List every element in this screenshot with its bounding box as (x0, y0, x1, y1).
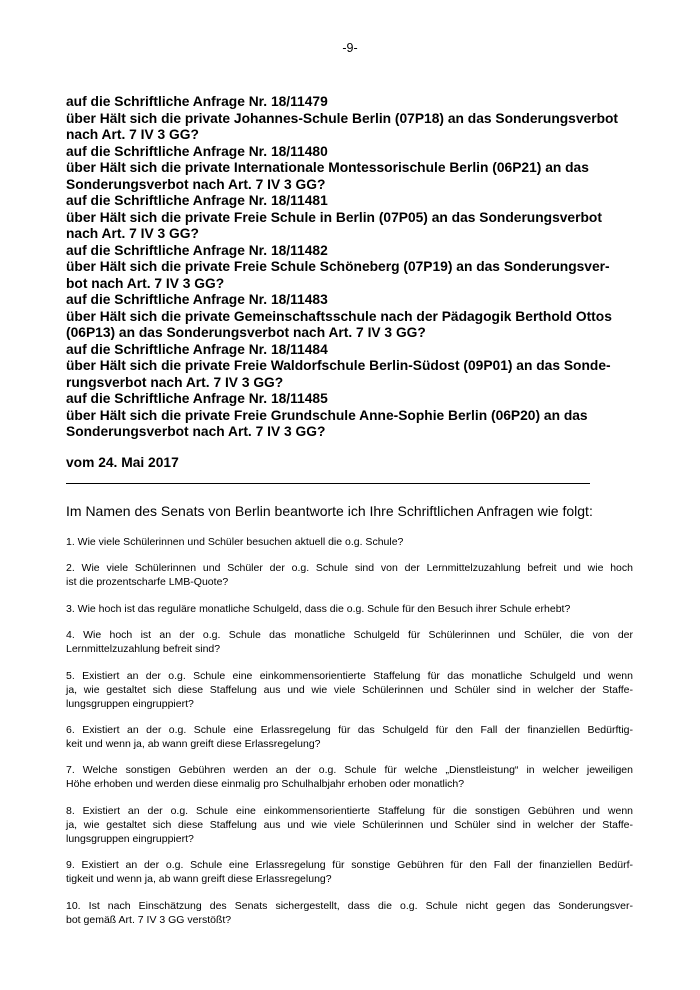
question-line: 5. Existiert an der o.g. Schule eine einkommensorientierte Staffelung für das monatliche Schulgeld und wenn (66, 669, 633, 682)
question-line: bot gemäß Art. 7 IV 3 GG verstößt? (66, 913, 232, 926)
question-line: 1. Wie viele Schülerinnen und Schüler besuchen aktuell die o.g. Schule? (66, 536, 404, 548)
document-date: vom 24. Mai 2017 (66, 455, 179, 470)
question-line: lungsgruppen eingruppiert? (66, 832, 194, 845)
question-line: 8. Existiert an der o.g. Schule eine einkommensorientierte Staffelung für die sonstigen Gebühren und wenn (66, 804, 633, 817)
question-line: Lernmittelzuzahlung befreit sind? (66, 643, 221, 656)
question-line: 3. Wie hoch ist das reguläre monatliche Schulgeld, dass die o.g. Schule für den Besuch ihrer Schule erhebt? (66, 602, 571, 615)
header-line: auf die Schriftliche Anfrage Nr. 18/11482 (66, 242, 328, 258)
horizontal-rule (66, 483, 590, 484)
header-line: über Hält sich die private Freie Grundschule Anne-Sophie Berlin (06P20) an das (66, 407, 588, 423)
header-line: über Hält sich die private Johannes-Schule Berlin (07P18) an das Sonderungsverbot (66, 110, 619, 126)
question-line: 4. Wie hoch ist an der o.g. Schule das monatliche Schulgeld für Schülerinnen und Schüler, die von der (66, 629, 633, 642)
question-item (66, 899, 633, 927)
header-line: auf die Schriftliche Anfrage Nr. 18/11481 (66, 193, 328, 208)
question-line: tigkeit und wenn ja, ab wann greift diese Erlassregelung? (66, 873, 332, 886)
question-item (66, 669, 633, 711)
question-line: 9. Existiert an der o.g. Schule eine Erlassregelung für sonstige Gebühren für den Fall der finanziellen Bedürf- (66, 859, 633, 872)
question-line: ja, wie gestaltet sich diese Staffelung aus und wie viele Schülerinnen und Schüler sind in welcher der Staffe- (66, 818, 633, 831)
header-line: Sonderungsverbot nach Art. 7 IV 3 GG? (66, 424, 326, 439)
question-item (66, 628, 633, 656)
question-line: 7. Welche sonstigen Gebühren werden an der o.g. Schule für welche „Dienstleistung“ in welcher jeweiligen (66, 764, 633, 777)
question-line: 10. Ist nach Einschätzung des Senats sichergestellt, dass die o.g. Schule nicht gegen das Sonderungsver- (66, 899, 633, 912)
question-item (66, 602, 633, 616)
header-line: über Hält sich die private Freie Schule in Berlin (07P05) an das Sonderungsverbot (66, 209, 602, 225)
question-item (66, 804, 633, 846)
header-line: nach Art. 7 IV 3 GG? (66, 226, 199, 241)
inquiry-header-block (66, 94, 646, 441)
page-number: -9- (342, 41, 358, 55)
question-line: keit und wenn ja, ab wann greift diese Erlassregelung? (66, 737, 321, 750)
header-line: über Hält sich die private Gemeinschaftsschule nach der Pädagogik Berthold Ottos (66, 308, 612, 324)
intro-text: Im Namen des Senats von Berlin beantworte ich Ihre Schriftlichen Anfragen wie folgt: (66, 503, 593, 519)
question-item (66, 858, 633, 886)
header-line: über Hält sich die private Freie Schule Schöneberg (07P19) an das Sonderungsver- (66, 259, 610, 274)
header-line: Sonderungsverbot nach Art. 7 IV 3 GG? (66, 176, 326, 192)
header-line: auf die Schriftliche Anfrage Nr. 18/11479 (66, 94, 328, 109)
header-line: auf die Schriftliche Anfrage Nr. 18/11483 (66, 292, 328, 307)
header-line: bot nach Art. 7 IV 3 GG? (66, 275, 225, 291)
question-line: ist die prozentscharfe LMB-Quote? (66, 576, 229, 589)
question-item (66, 561, 633, 589)
header-line: auf die Schriftliche Anfrage Nr. 18/11485 (66, 391, 328, 406)
header-line: nach Art. 7 IV 3 GG? (66, 127, 199, 142)
header-line: rungsverbot nach Art. 7 IV 3 GG? (66, 374, 284, 390)
question-line: ja, wie gestaltet sich diese Staffelung aus und wie viele Schülerinnen und Schüler sind in welcher der Staffe- (66, 683, 633, 696)
question-list (66, 535, 633, 939)
question-line: 6. Existiert an der o.g. Schule eine Erlassregelung für das Schulgeld für den Fall der finanziellen Bedürftig- (66, 723, 633, 736)
question-line: 2. Wie viele Schülerinnen und Schüler der o.g. Schule sind von der Lernmittelzuzahlung befreit und wie hoch (66, 562, 633, 575)
question-line: lungsgruppen eingruppiert? (66, 697, 194, 710)
header-line: (06P13) an das Sonderungsverbot nach Art. 7 IV 3 GG? (66, 325, 426, 340)
header-line: über Hält sich die private Freie Waldorfschule Berlin-Südost (09P01) an das Sonde- (66, 358, 611, 373)
header-line: auf die Schriftliche Anfrage Nr. 18/11484 (66, 341, 328, 357)
question-line: Höhe erhoben und werden diese einmalig pro Schulhalbjahr erhoben oder monatlich? (66, 778, 465, 791)
question-item (66, 535, 633, 549)
question-item (66, 723, 633, 751)
header-line: über Hält sich die private Internationale Montessorischule Berlin (06P21) an das (66, 160, 589, 175)
header-line: auf die Schriftliche Anfrage Nr. 18/11480 (66, 143, 328, 159)
question-item (66, 763, 633, 791)
